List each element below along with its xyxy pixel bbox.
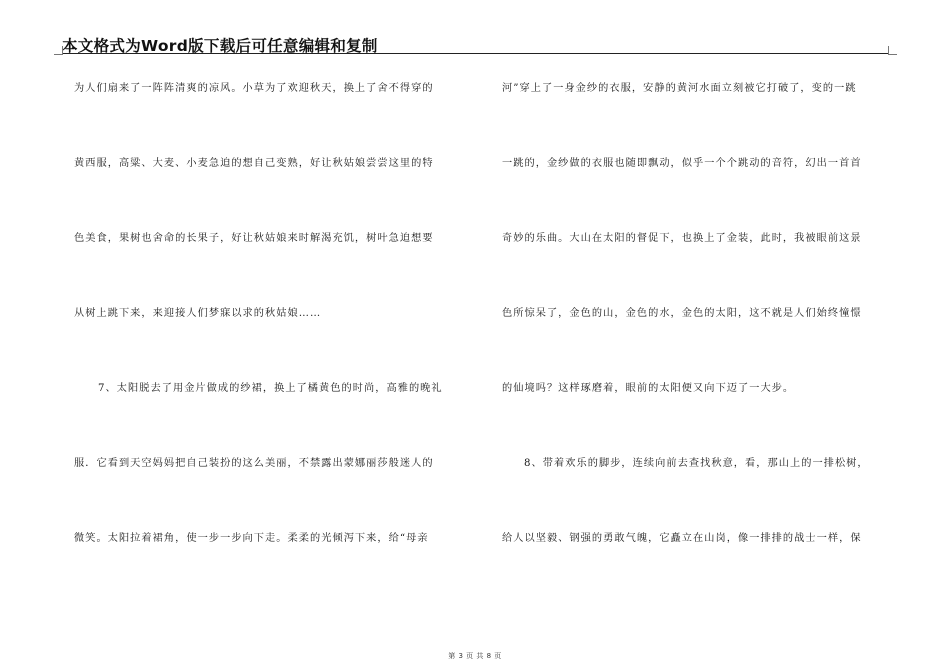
- page-header: [62, 30, 888, 54]
- header-title: 本文格式为Word版下载后可任意编辑和复制: [62, 37, 378, 55]
- text-line: 奇妙的乐曲。大山在太阳的督促下，也换上了金装，此时，我被眼前这景: [502, 233, 862, 244]
- text-line: 一跳的，金纱做的衣服也随即飘动，似乎一个个跳动的音符，幻出一首首: [502, 158, 862, 169]
- right-corner-mark: [888, 46, 897, 55]
- header-rule: [62, 53, 888, 54]
- text-line: 色所惊呆了，金色的山，金色的水，金色的太阳，这不就是人们始终憧憬: [502, 308, 862, 319]
- text-line: 河”穿上了一身金纱的衣服，安静的黄河水面立刻被它打破了，变的一跳: [502, 83, 857, 94]
- text-line: 黄西服，高粱、大麦、小麦急迫的想自己变熟，好让秋姑娘尝尝这里的特: [74, 158, 434, 169]
- text-line: 从树上跳下来，来迎接人们梦寐以求的秋姑娘……: [74, 308, 322, 319]
- text-line: 色美食，果树也舍命的长果子，好让秋姑娘来时解渴充饥，树叶急迫想要: [74, 233, 434, 244]
- text-line: 微笑。太阳拉着裙角，使一步一步向下走。柔柔的光倾泻下来，给“母亲: [74, 533, 429, 544]
- text-line: 服．它看到天空妈妈把自己装扮的这么美丽，不禁露出蒙娜丽莎般迷人的: [74, 458, 434, 469]
- text-line: 给人以坚毅、钢强的勇敢气魄，它矗立在山岗，像一排排的战士一样，保: [502, 533, 862, 544]
- text-line: 为人们扇来了一阵阵清爽的凉风。小草为了欢迎秋天，换上了舍不得穿的: [74, 83, 434, 94]
- text-line: 8、带着欢乐的脚步，连续向前去查找秋意，看，那山上的一排松树，: [524, 458, 869, 469]
- text-line: 7、太阳脱去了用金片做成的纱裙，换上了橘黄色的时尚，高雅的晚礼: [98, 383, 443, 394]
- text-line: 的仙境吗？这样琢磨着，眼前的太阳便又向下迈了一大步。: [502, 383, 795, 394]
- page-number: 第 3 页 共 8 页: [448, 652, 502, 660]
- left-corner-mark: [54, 46, 63, 55]
